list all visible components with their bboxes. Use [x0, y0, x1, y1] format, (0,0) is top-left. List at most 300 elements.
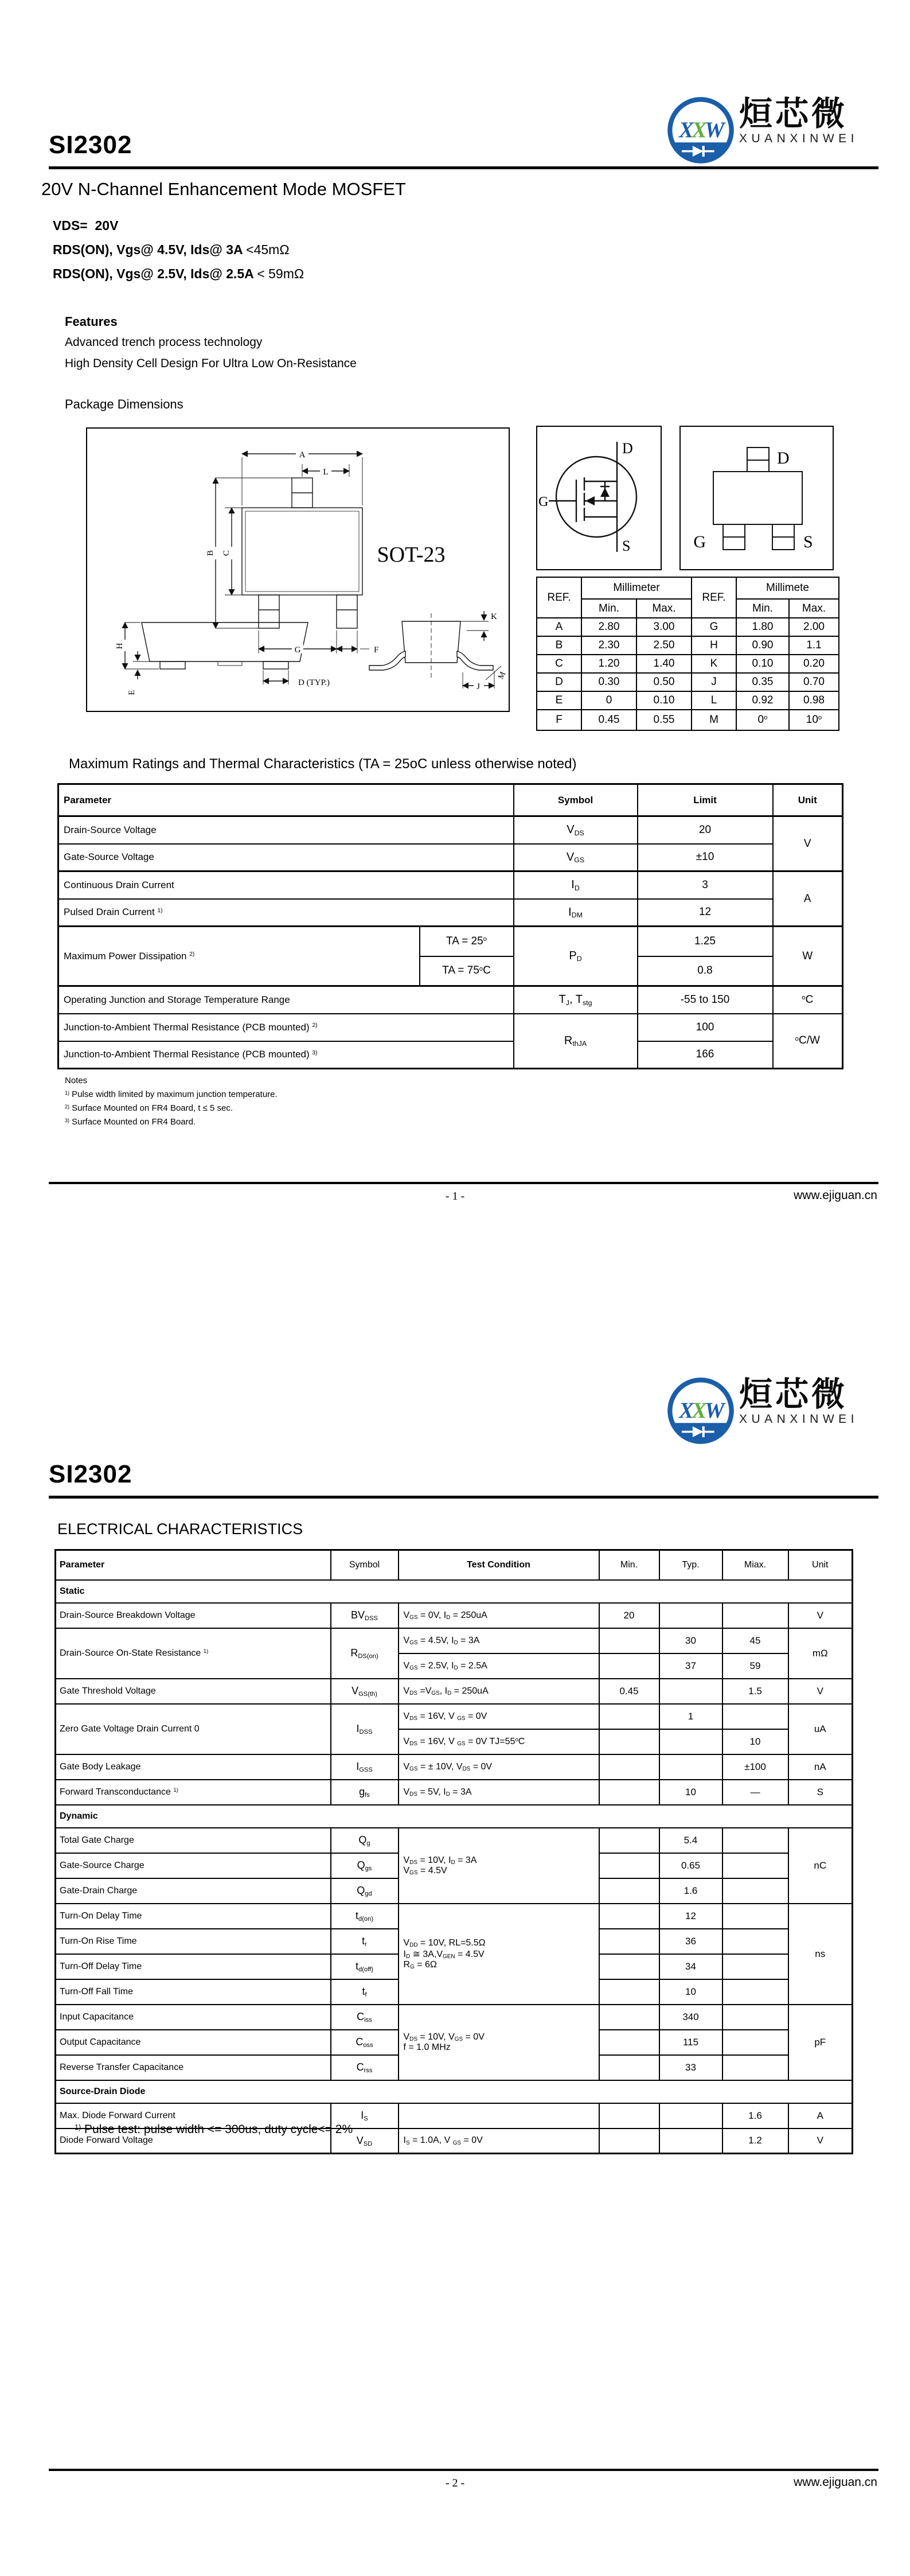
table-row — [537, 673, 839, 691]
unit-cell: S — [788, 1780, 853, 1805]
min-cell: 0.45 — [599, 1679, 659, 1704]
dim-label-F: F — [374, 645, 379, 655]
condition-line: $V_{DS} = 10V$, $I_D = 3A$ — [403, 1855, 477, 1866]
notes-block — [65, 1076, 278, 1127]
logo-chinese-name: 烜芯微 — [739, 94, 848, 133]
unit-cell: uA — [788, 1704, 853, 1754]
unit-cell: pF — [788, 2005, 853, 2080]
footer-rule — [49, 1182, 878, 1184]
typ-cell — [659, 2128, 722, 2154]
table-row — [56, 1628, 853, 1653]
body-end-view — [402, 621, 460, 663]
condition-cell: $V_{GS} = 4.5V$, $I_D = 3A$ — [399, 1628, 599, 1653]
limit-cell: 166 — [638, 1041, 773, 1069]
company-logo — [667, 96, 858, 164]
condition-cell: TA = $75^oC$ — [420, 956, 514, 986]
condition-cell: TA = $25^o$ — [420, 927, 514, 956]
cell: 0.90 — [736, 636, 789, 655]
max-cell — [722, 1878, 788, 1904]
param-cell: Max. Diode Forward Current — [56, 2103, 331, 2128]
logo-letters — [678, 118, 726, 142]
logo-text — [739, 96, 858, 146]
typ-cell — [659, 1603, 722, 1628]
table-row — [58, 816, 843, 844]
table-row — [58, 1041, 843, 1069]
col-header: Min. — [599, 1550, 659, 1580]
max-cell: 1.5 — [722, 1679, 788, 1704]
max-cell — [722, 2005, 788, 2030]
col-header: Limit — [638, 784, 773, 816]
table-row — [56, 1828, 853, 1853]
pinout-box — [679, 426, 834, 570]
param-cell: Total Gate Charge — [56, 1828, 331, 1853]
symbol-cell: $t_{d(off)}$ — [331, 1954, 399, 1979]
typ-cell: 1.6 — [659, 1878, 722, 1904]
website-link[interactable]: www.ejiguan.cn — [794, 2476, 877, 2489]
min-cell — [599, 1904, 659, 1929]
cell: 0.30 — [581, 673, 636, 691]
typ-cell: 12 — [659, 1904, 722, 1929]
cell: 1.40 — [636, 655, 692, 673]
section-row — [56, 1580, 853, 1603]
logo-text — [739, 1377, 858, 1426]
package-dimensions-heading: Package Dimensions — [65, 397, 183, 411]
cell: 0.92 — [736, 691, 789, 710]
dim-label-J: J — [477, 682, 480, 691]
cell: 2.80 — [581, 618, 636, 636]
typ-cell: 33 — [659, 2055, 722, 2080]
cell: G — [692, 618, 736, 636]
typ-cell — [659, 1679, 722, 1704]
note-item: $^{3)}$ Surface Mounted on FR4 Board. — [65, 1117, 196, 1127]
table-row — [58, 844, 843, 871]
cell: A — [537, 618, 581, 636]
cell: D — [537, 673, 581, 691]
package-drawing-box — [86, 427, 510, 712]
unit-cell: ns — [788, 1904, 853, 2005]
typ-cell: 340 — [659, 2005, 722, 2030]
table-row — [58, 927, 843, 956]
max-cell — [722, 1929, 788, 1954]
spec-rdson-45 — [53, 242, 290, 258]
col-header: Typ. — [659, 1550, 722, 1580]
col-header: Min. — [581, 599, 636, 618]
page-number: - 1 - — [445, 1190, 465, 1203]
unit-cell: V — [788, 1603, 853, 1628]
cell: 0.45 — [581, 710, 636, 730]
dim-label-D: D (TYP.) — [298, 678, 330, 687]
section-title: ELECTRICAL CHARACTERISTICS — [57, 1520, 303, 1538]
min-cell — [599, 1653, 659, 1679]
max-cell: 45 — [722, 1628, 788, 1653]
min-cell — [599, 1828, 659, 1853]
logo-mark-icon — [667, 1377, 735, 1445]
dim-label-B: B — [206, 550, 215, 557]
unit-cell: V — [788, 2128, 853, 2154]
col-header: Parameter — [58, 784, 514, 816]
param-cell: Maximum Power Dissipation $^{2)}$ — [58, 927, 420, 986]
logo-letters — [678, 1398, 726, 1423]
note-item: $^{2)}$ Surface Mounted on FR4 Board, t ≤ 5 sec. — [65, 1103, 233, 1113]
cell: J — [692, 673, 736, 691]
condition-line: $I_D$ ≅ $3A,V_{GEN} = 4.5V$ — [403, 1949, 485, 1960]
max-cell — [722, 2055, 788, 2080]
symbol-cell: $I_D$ — [514, 871, 638, 899]
condition-cell: $V_{GS} = 0V$, $I_D = 250uA$ — [399, 1603, 599, 1628]
param-cell: Turn-Off Fall Time — [56, 1979, 331, 2005]
condition-line: $V_{DS} = 10V$, $V_{GS} = 0V$ — [403, 2032, 485, 2043]
cell: 1.80 — [736, 618, 789, 636]
unit-cell: V — [773, 816, 843, 871]
min-cell — [599, 2128, 659, 2154]
cell: 3.00 — [636, 618, 692, 636]
website-link[interactable]: www.ejiguan.cn — [794, 1189, 877, 1202]
symbol-cell: $V_{GS(th)}$ — [331, 1679, 399, 1704]
symbol-cell: $I_{DM}$ — [514, 899, 638, 927]
cell: K — [692, 655, 736, 673]
min-cell — [599, 1954, 659, 1979]
symbol-cell: $t_f$ — [331, 1979, 399, 2005]
dim-label-M: M — [497, 670, 508, 681]
pinout-pin-s: S — [803, 532, 813, 551]
typ-cell: 34 — [659, 1954, 722, 1979]
condition-lines — [404, 2029, 599, 2056]
min-cell — [599, 1729, 659, 1754]
dimension-table — [536, 577, 839, 731]
max-cell — [722, 1853, 788, 1878]
param-cell: Pulsed Drain Current $^{1)}$ — [58, 899, 514, 927]
typ-cell: 37 — [659, 1653, 722, 1679]
symbol-cell: $V_{DS}$ — [514, 816, 638, 844]
table-row — [56, 1550, 853, 1580]
spec-rdson-25-text: RDS(ON), Vgs@ 2.5V, Ids@ 2.5A — [53, 266, 257, 281]
symbol-cell: $Q_{gd}$ — [331, 1878, 399, 1904]
pinout-pin-g: G — [693, 532, 706, 551]
max-cell: ±100 — [722, 1754, 788, 1780]
bottom-right-lead — [337, 595, 357, 628]
symbol-cell: $R_{thJA}$ — [514, 1014, 638, 1069]
symbol-cell: $C_{oss}$ — [331, 2030, 399, 2055]
unit-cell: A — [788, 2103, 853, 2128]
logo-letter-x1: X — [679, 1398, 692, 1423]
spec-vds — [53, 218, 118, 234]
section-label: Dynamic — [56, 1805, 853, 1828]
condition-cell: $I_S = 1.0A$, V $_{GS}$ = 0V — [399, 2128, 599, 2154]
param-cell: Forward Transconductance $^{1)}$ — [56, 1780, 331, 1805]
cell: 1.20 — [581, 655, 636, 673]
max-cell — [722, 1954, 788, 1979]
page-title: 20V N-Channel Enhancement Mode MOSFET — [41, 179, 406, 199]
body-top-view — [242, 508, 362, 595]
col-header: Millimete — [736, 577, 839, 599]
typ-cell: 1 — [659, 1704, 722, 1729]
feature-item: Advanced trench process technology — [65, 336, 263, 349]
col-header: Test Condition — [399, 1550, 599, 1580]
condition-line: $V_{GS} = 4.5V$ — [403, 1865, 447, 1877]
col-header: Unit — [788, 1550, 853, 1580]
feature-item: High Density Cell Design For Ultra Low On-Resistance — [65, 357, 357, 370]
min-cell — [599, 2103, 659, 2128]
section-row — [56, 1805, 853, 1828]
table-row — [58, 1014, 843, 1041]
symbol-cell: $I_{DSS}$ — [331, 1704, 399, 1754]
pinout-drawing — [681, 427, 830, 567]
page-2 — [0, 1288, 910, 2576]
cell: L — [692, 691, 736, 710]
symbol-cell: $g_{fs}$ — [331, 1780, 399, 1805]
cell: 0 — [581, 691, 636, 710]
condition-line: $V_{DD} = 10V$, RL=5.5Ω — [403, 1937, 486, 1949]
unit-cell: W — [773, 927, 843, 986]
package-type-label: SOT-23 — [377, 543, 446, 567]
param-cell: Drain-Source On-State Resistance $^{1)}$ — [56, 1628, 331, 1679]
ratings-table — [57, 783, 843, 1069]
typ-cell: 5.4 — [659, 1828, 722, 1853]
cell: 0.55 — [636, 710, 692, 730]
section-row — [56, 2080, 853, 2103]
pinout-body — [713, 472, 802, 524]
cell: 0.10 — [736, 655, 789, 673]
table-row — [56, 1704, 853, 1729]
logo-letter-w: W — [704, 117, 722, 142]
condition-lines — [404, 1852, 599, 1880]
max-cell — [722, 1704, 788, 1729]
min-cell — [599, 1979, 659, 2005]
dim-label-H: H — [115, 643, 124, 649]
logo-letter-w: W — [704, 1398, 722, 1423]
limit-cell: 3 — [638, 871, 773, 899]
limit-cell: 1.25 — [638, 927, 773, 956]
max-cell: 1.2 — [722, 2128, 788, 2154]
table-row — [56, 1780, 853, 1805]
bottom-left-lead — [259, 595, 279, 628]
typ-cell: 30 — [659, 1628, 722, 1653]
param-cell: Gate-Source Charge — [56, 1853, 331, 1878]
body-top-view-inner — [245, 511, 359, 592]
symbol-pin-s: S — [622, 538, 631, 554]
electrical-characteristics-table — [54, 1549, 853, 2154]
logo-letter-x2: X — [692, 1398, 705, 1423]
cell: 0$^o$ — [736, 710, 789, 730]
limit-cell: 20 — [638, 816, 773, 844]
condition-cell: $V_{GS}$ = ± 10V, $V_{DS} = 0V$ — [399, 1754, 599, 1780]
cell: 0.20 — [789, 655, 839, 673]
pulse-test-note: $^{1)}$ Pulse test: pulse width <= 300us, duty cycle<= 2% — [75, 2123, 353, 2136]
section-label: Source-Drain Diode — [56, 2080, 853, 2103]
param-cell: Turn-On Delay Time — [56, 1904, 331, 1929]
spec-vds-text: VDS= 20V — [53, 218, 119, 233]
min-cell — [599, 1780, 659, 1805]
col-header: REF. — [692, 577, 736, 618]
cell: F — [537, 710, 581, 730]
param-cell: Zero Gate Voltage Drain Current 0 — [56, 1704, 331, 1754]
symbol-cell: $I_{GSS}$ — [331, 1754, 399, 1780]
gullwing-lead-right — [457, 651, 493, 670]
col-header: Unit — [773, 784, 843, 816]
unit-cell: A — [773, 871, 843, 927]
dim-label-A: A — [299, 450, 306, 460]
header-rule — [49, 1496, 878, 1499]
max-cell — [722, 1904, 788, 1929]
symbol-cell: $t_{d(on)}$ — [331, 1904, 399, 1929]
symbol-cell: $I_S$ — [331, 2103, 399, 2128]
cell: M — [692, 710, 736, 730]
symbol-cell: $C_{iss}$ — [331, 2005, 399, 2030]
typ-cell: 115 — [659, 2030, 722, 2055]
cell: 10$^o$ — [789, 710, 839, 730]
param-cell: Drain-Source Breakdown Voltage — [56, 1603, 331, 1628]
limit-cell: ±10 — [638, 844, 773, 871]
condition-cell: $V_{DS} =V_{GS}$, $I_D = 250uA$ — [399, 1679, 599, 1704]
param-cell: Junction-to-Ambient Thermal Resistance (PCB mounted) $^{2)}$ — [58, 1014, 514, 1041]
max-cell: 59 — [722, 1653, 788, 1679]
param-cell: Gate Body Leakage — [56, 1754, 331, 1780]
param-cell: Drain-Source Voltage — [58, 816, 514, 844]
symbol-pin-g: G — [538, 495, 549, 509]
table-row — [56, 1679, 853, 1704]
symbol-cell: $t_r$ — [331, 1929, 399, 1954]
cell: C — [537, 655, 581, 673]
min-cell — [599, 1628, 659, 1653]
min-cell — [599, 1754, 659, 1780]
symbol-cell: $BV_{DSS}$ — [331, 1603, 399, 1628]
ratings-title: Maximum Ratings and Thermal Characteristics (TA = 25oC unless otherwise noted) — [69, 756, 577, 772]
col-header: Millimeter — [581, 577, 692, 599]
part-number: SI2302 — [49, 131, 132, 159]
part-number: SI2302 — [49, 1460, 132, 1488]
max-cell — [722, 2030, 788, 2055]
max-cell — [722, 1603, 788, 1628]
table-row — [537, 636, 839, 655]
col-header: Miax. — [722, 1550, 788, 1580]
footer-rule — [49, 2469, 878, 2471]
pinout-pin-d: D — [777, 449, 790, 468]
cell: 0.35 — [736, 673, 789, 691]
logo-chinese-name: 烜芯微 — [739, 1375, 848, 1414]
cell: H — [692, 636, 736, 655]
condition-lines — [404, 1935, 599, 1974]
condition-cell — [399, 1904, 599, 2005]
table-row — [56, 1754, 853, 1780]
dim-label-K: K — [491, 612, 497, 621]
max-cell: 10 — [722, 1729, 788, 1754]
typ-cell: 10 — [659, 1780, 722, 1805]
cell: 2.30 — [581, 636, 636, 655]
typ-cell: 0.65 — [659, 1853, 722, 1878]
min-cell: 20 — [599, 1603, 659, 1628]
limit-cell: 100 — [638, 1014, 773, 1041]
min-cell — [599, 1878, 659, 1904]
table-row — [58, 871, 843, 899]
param-cell: Diode Forward Voltage — [56, 2128, 331, 2154]
cell: 1.1 — [789, 636, 839, 655]
mosfet-symbol-icon — [537, 427, 658, 567]
mosfet-arrow — [585, 496, 595, 505]
limit-cell: -55 to 150 — [638, 986, 773, 1014]
spec-rdson-45-text: RDS(ON), Vgs@ 4.5V, Ids@ 3A — [53, 242, 247, 257]
table-row — [56, 1904, 853, 1929]
table-row — [537, 618, 839, 636]
col-header: Max. — [789, 599, 839, 618]
max-cell: — — [722, 1780, 788, 1805]
cell: 0.70 — [789, 673, 839, 691]
mosfet-symbol-box — [536, 426, 662, 570]
table-row — [56, 2005, 853, 2030]
symbol-pin-d: D — [622, 440, 633, 457]
unit-cell: nC — [788, 1828, 853, 1904]
typ-cell: 10 — [659, 1979, 722, 2005]
table-row — [58, 899, 843, 927]
condition-line: $R_G = 6\Omega$ — [403, 1959, 437, 1971]
logo-letter-x1: X — [679, 117, 692, 142]
limit-cell: 0.8 — [638, 956, 773, 986]
min-cell — [599, 1704, 659, 1729]
notes-heading: Notes — [65, 1076, 88, 1085]
col-header: Min. — [736, 599, 789, 618]
table-row — [537, 577, 839, 599]
min-cell — [599, 1853, 659, 1878]
typ-cell — [659, 2103, 722, 2128]
param-cell: Input Capacitance — [56, 2005, 331, 2030]
unit-cell: $^o$C/W — [773, 1014, 843, 1069]
symbol-cell: $P_D$ — [514, 927, 638, 986]
param-cell: Gate-Source Voltage — [58, 844, 514, 871]
col-header: Parameter — [56, 1550, 331, 1580]
condition-cell — [399, 1828, 599, 1904]
header-rule — [49, 166, 878, 169]
dim-label-G: G — [294, 645, 301, 655]
spec-rdson-45-value: <45mΩ — [246, 242, 290, 257]
unit-cell: mΩ — [788, 1628, 853, 1679]
spec-rdson-25 — [53, 266, 304, 282]
table-row — [537, 655, 839, 673]
page-number: - 2 - — [445, 2477, 465, 2489]
limit-cell: 12 — [638, 899, 773, 927]
param-cell: Continuous Drain Current — [58, 871, 514, 899]
min-cell — [599, 2005, 659, 2030]
cell: E — [537, 691, 581, 710]
condition-cell — [399, 2103, 599, 2128]
symbol-cell: $Q_g$ — [331, 1828, 399, 1853]
company-logo — [667, 1377, 858, 1445]
dim-label-E: E — [127, 690, 136, 695]
spec-rdson-25-value: < 59mΩ — [257, 266, 304, 281]
condition-line: f = 1.0 MHz — [403, 2042, 451, 2052]
symbol-cell: $V_{SD}$ — [331, 2128, 399, 2154]
table-row — [537, 691, 839, 710]
cell: 0.50 — [636, 673, 692, 691]
param-cell: Gate-Drain Charge — [56, 1878, 331, 1904]
cell: B — [537, 636, 581, 655]
col-header: Max. — [636, 599, 692, 618]
dim-label-L: L — [323, 468, 329, 477]
max-cell — [722, 1979, 788, 2005]
logo-letter-x2: X — [692, 117, 705, 142]
cell: 2.00 — [789, 618, 839, 636]
min-cell — [599, 2055, 659, 2080]
param-cell: Junction-to-Ambient Thermal Resistance (PCB mounted) $^{3)}$ — [58, 1041, 514, 1069]
param-cell: Turn-Off Delay Time — [56, 1954, 331, 1979]
condition-cell: $V_{DS} = 16V$, V $_{GS}$ = 0V — [399, 1704, 599, 1729]
features-heading: Features — [65, 314, 118, 329]
condition-cell: $V_{DS} = 16V$, V $_{GS}$ = 0V $TJ=55^oC$ — [399, 1729, 599, 1754]
symbol-cell: $T_J$, $T_{stg}$ — [514, 986, 638, 1014]
typ-cell — [659, 1729, 722, 1754]
body-diode — [600, 488, 610, 497]
param-cell: Turn-On Rise Time — [56, 1929, 331, 1954]
param-cell: Gate Threshold Voltage — [56, 1679, 331, 1704]
cell: 2.50 — [636, 636, 692, 655]
